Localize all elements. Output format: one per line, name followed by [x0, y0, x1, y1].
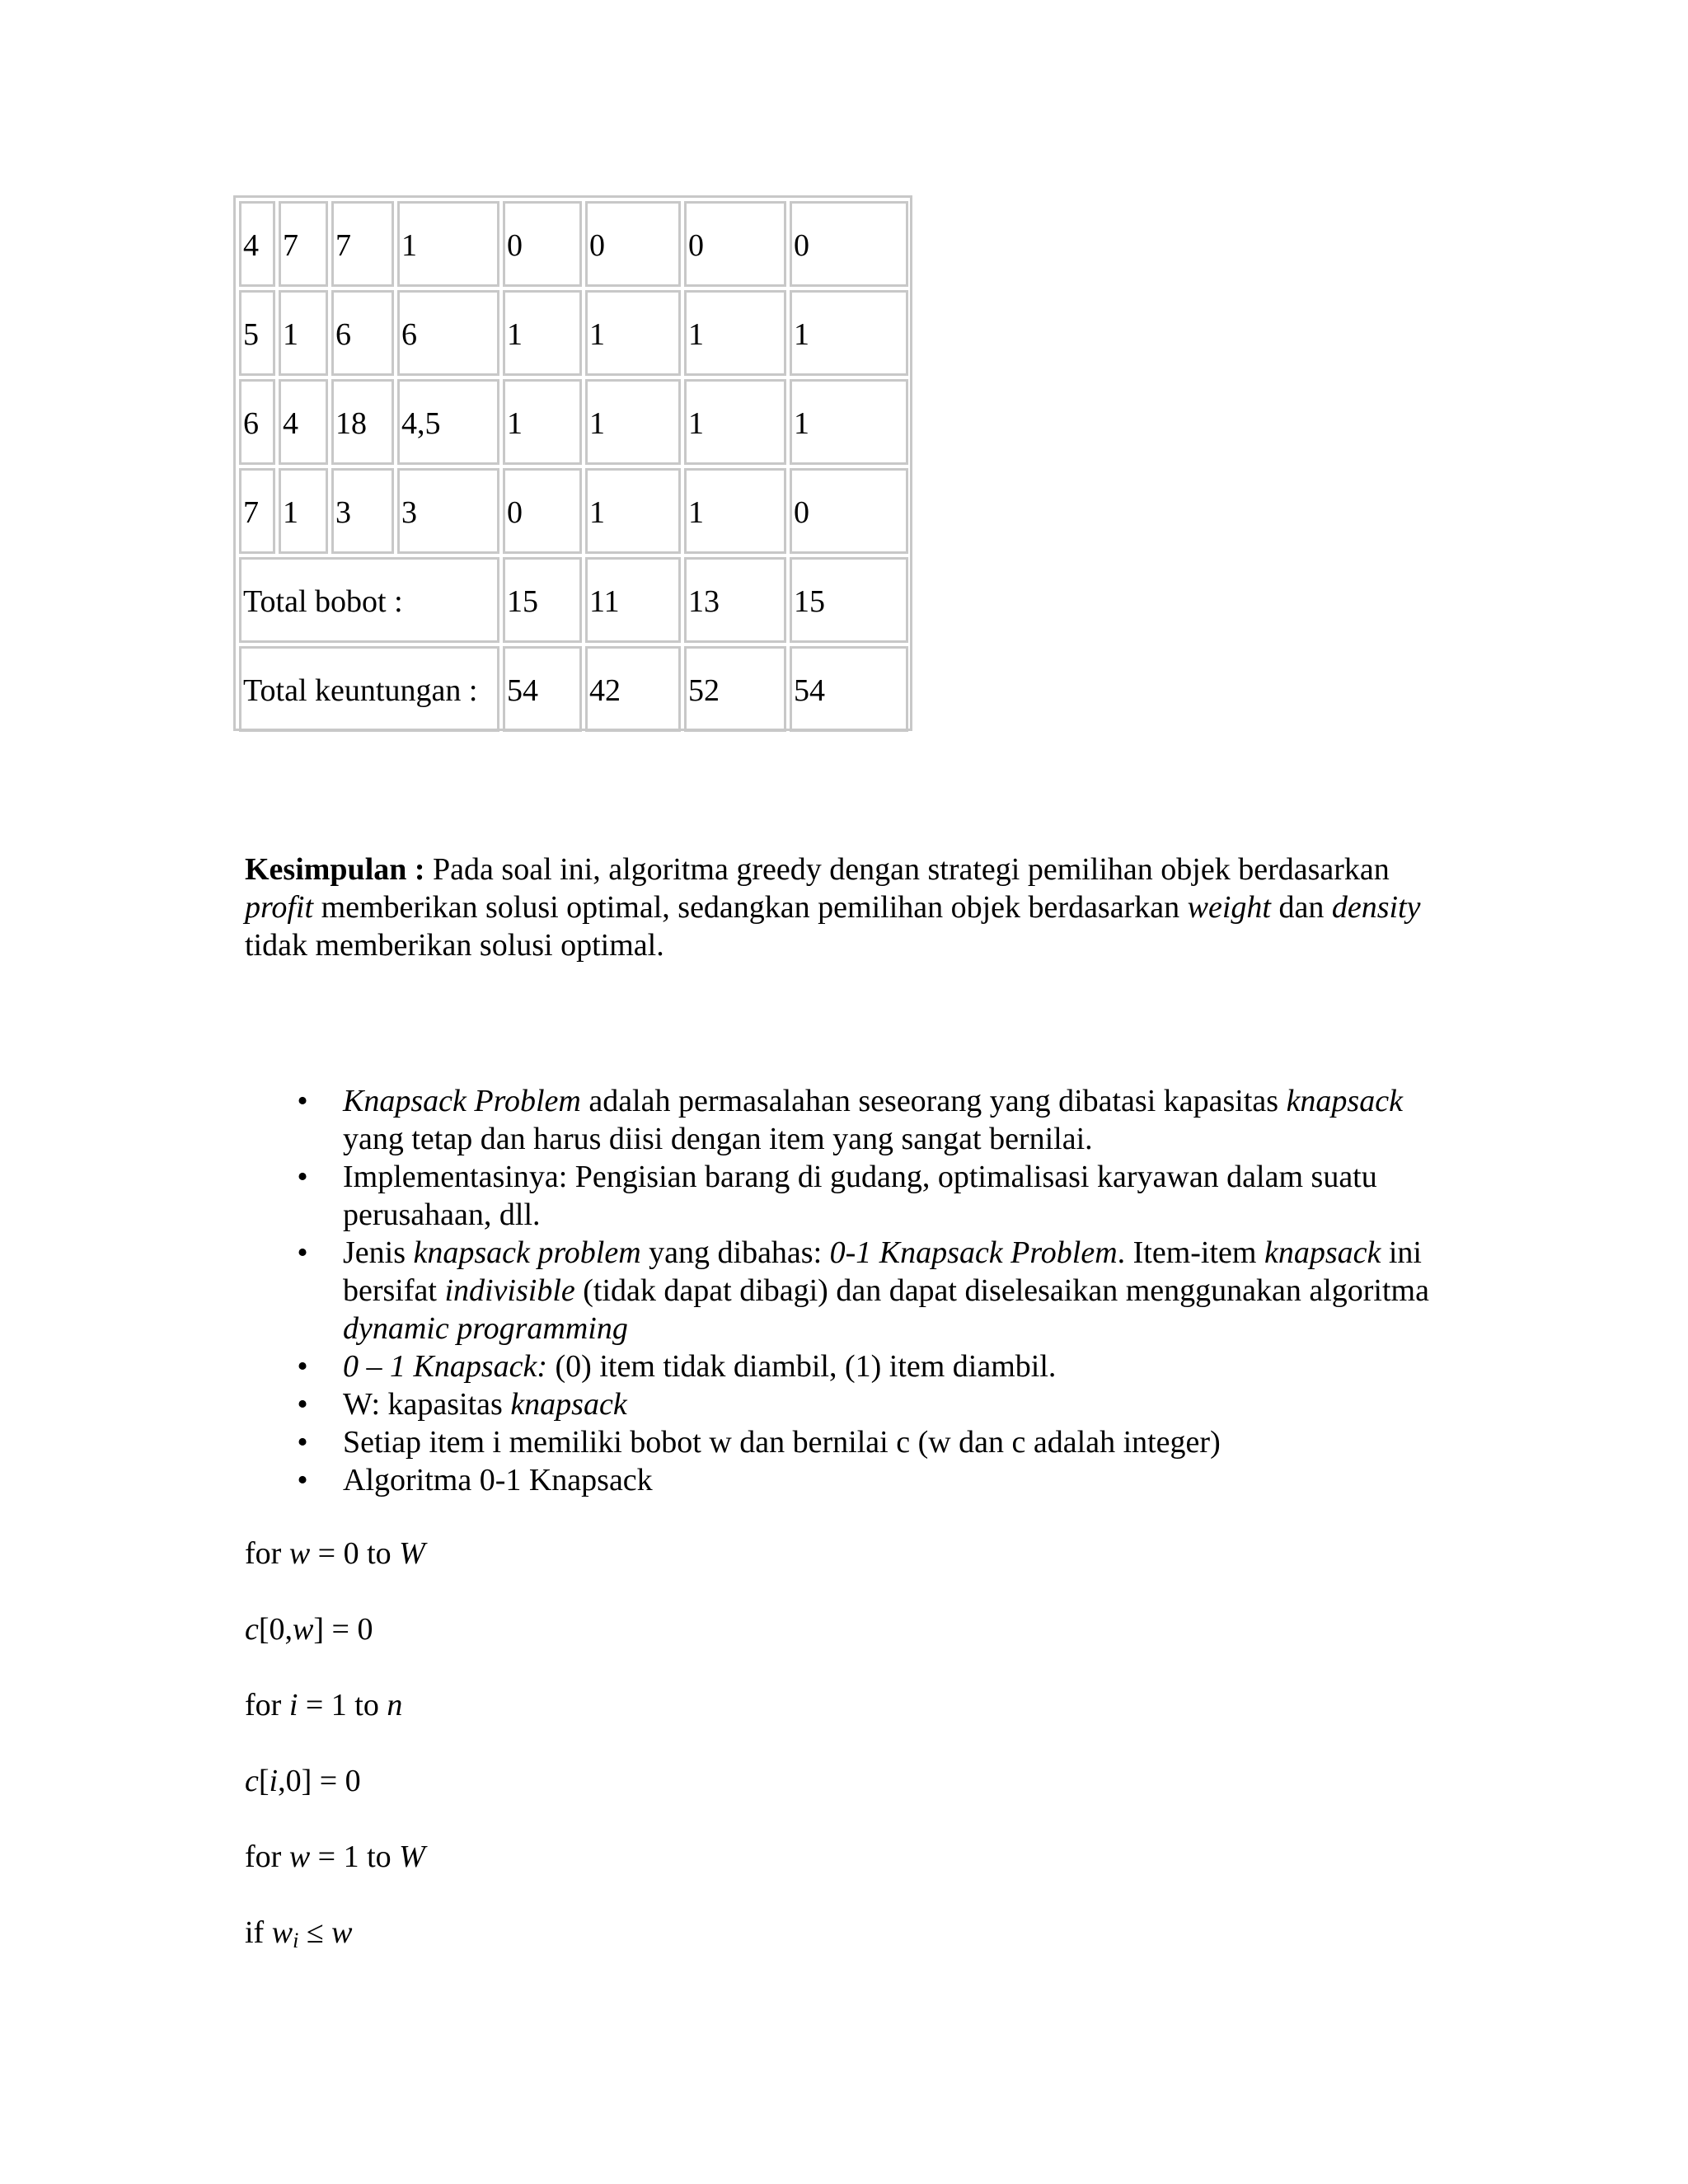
text-span: ≤	[298, 1915, 332, 1950]
table-cell: 4	[279, 379, 328, 465]
text-span: [	[258, 1764, 270, 1798]
italic-term: 0-1 Knapsack Problem	[829, 1235, 1118, 1270]
italic-term: profit	[245, 890, 314, 925]
italic-term: w	[288, 1536, 311, 1571]
conclusion-label: Kesimpulan :	[245, 852, 425, 887]
algorithm-line	[245, 1762, 361, 1800]
text-span: dan	[1270, 890, 1332, 925]
text-span: for	[245, 1536, 289, 1571]
list-item	[245, 1385, 1432, 1423]
text-span: Algoritma 0-1 Knapsack	[343, 1463, 653, 1497]
table-cell: 4	[239, 201, 275, 287]
table-cell: 6	[397, 290, 499, 376]
table-cell: 15	[790, 557, 908, 643]
italic-term: density	[1331, 890, 1421, 925]
text-span: for	[245, 1840, 289, 1874]
italic-term: n	[387, 1688, 403, 1722]
bullet-list	[245, 1082, 1432, 1499]
knapsack-table	[233, 195, 912, 731]
italic-term: indivisible	[444, 1273, 575, 1308]
italic-term: i	[269, 1764, 279, 1798]
table-cell: 1	[585, 468, 681, 554]
text-span: yang dibahas:	[640, 1235, 830, 1270]
table-cell: 1	[585, 290, 681, 376]
table-cell: 4,5	[397, 379, 499, 465]
table-cell: 0	[585, 201, 681, 287]
italic-term: dynamic programming	[343, 1311, 628, 1346]
table-cell: 1	[279, 290, 328, 376]
italic-term: W	[399, 1536, 425, 1571]
list-item	[245, 1461, 1432, 1499]
table-cell: 1	[790, 290, 908, 376]
algorithm-line	[245, 1535, 425, 1572]
table-cell: 1	[790, 379, 908, 465]
list-item	[245, 1423, 1432, 1461]
text-span: ini bersifat	[343, 1235, 1422, 1308]
list-item	[245, 1234, 1432, 1347]
table-cell: 1	[397, 201, 499, 287]
list-item	[245, 1082, 1432, 1158]
table-cell: 7	[239, 468, 275, 554]
total-weight-label: Total bobot :	[239, 557, 499, 643]
text-span: = 1 to	[298, 1688, 387, 1722]
italic-term: knapsack	[1264, 1235, 1381, 1270]
table-cell: 1	[585, 379, 681, 465]
table-cell: 52	[684, 646, 786, 732]
italic-term: knapsack	[510, 1387, 627, 1422]
italic-term: weight	[1187, 890, 1271, 925]
bullet-icon: •	[297, 1425, 308, 1460]
table-cell: 1	[503, 290, 582, 376]
bullet-icon: •	[297, 1387, 308, 1422]
table-cell: 18	[331, 379, 394, 465]
algorithm-line	[245, 1610, 373, 1648]
table-cell: 0	[503, 201, 582, 287]
text-span: Pada soal ini, algoritma greedy dengan strategi pemilihan objek berdasarkan	[424, 852, 1390, 887]
italic-term: c	[245, 1612, 259, 1647]
table-cell: 11	[585, 557, 681, 643]
table-cell: 54	[503, 646, 582, 732]
list-item	[245, 1347, 1432, 1385]
text-span: (0) item tidak diambil, (1) item diambil.	[547, 1349, 1057, 1384]
algorithm-line	[245, 1686, 402, 1724]
bullet-icon: •	[297, 1463, 308, 1497]
table-cell: 3	[397, 468, 499, 554]
table-cell: 54	[790, 646, 908, 732]
text-span: W: kapasitas	[343, 1387, 511, 1422]
italic-term: Knapsack Problem	[343, 1084, 581, 1118]
total-profit-label: Total keuntungan :	[239, 646, 499, 732]
table-cell: 1	[684, 290, 786, 376]
text-span: [0,	[258, 1612, 293, 1647]
text-span: for	[245, 1688, 289, 1722]
text-span: yang tetap dan harus diisi dengan item yang sangat bernilai.	[343, 1122, 1093, 1156]
list-item	[245, 1158, 1432, 1234]
text-span: Implementasinya: Pengisian barang di gudang, optimalisasi karyawan dalam suatu perusahaan, dll.	[343, 1160, 1377, 1232]
algorithm-line	[245, 1838, 425, 1876]
table-cell: 0	[684, 201, 786, 287]
table-cell: 3	[331, 468, 394, 554]
text-span: Jenis	[343, 1235, 414, 1270]
text-span: ,0] = 0	[278, 1764, 361, 1798]
table-cell: 6	[239, 379, 275, 465]
table-cell: 1	[279, 468, 328, 554]
italic-term: w	[288, 1840, 311, 1874]
bullet-icon: •	[297, 1084, 308, 1118]
table-cell: 1	[684, 379, 786, 465]
text-span: adalah permasalahan seseorang yang dibatasi kapasitas	[580, 1084, 1287, 1118]
conclusion-paragraph	[245, 851, 1432, 964]
table-cell: 0	[503, 468, 582, 554]
bullet-icon: •	[297, 1349, 308, 1384]
italic-term: c	[245, 1764, 259, 1798]
text-span: ] = 0	[313, 1612, 373, 1647]
italic-term: w	[331, 1915, 353, 1950]
table-cell: 1	[503, 379, 582, 465]
table-cell: 15	[503, 557, 582, 643]
italic-term: w	[293, 1612, 314, 1647]
text-span: (tidak dapat dibagi) dan dapat diselesaikan menggunakan algoritma	[574, 1273, 1429, 1308]
algorithm-line	[245, 1914, 353, 1952]
text-span: Setiap item i memiliki bobot w dan bernilai c (w dan c adalah integer)	[343, 1425, 1221, 1460]
table-cell: 13	[684, 557, 786, 643]
italic-term: 0 – 1 Knapsack:	[343, 1349, 548, 1384]
italic-term: knapsack	[1286, 1084, 1403, 1118]
text-span: = 1 to	[310, 1840, 400, 1874]
table-cell: 7	[331, 201, 394, 287]
italic-term: i	[288, 1688, 298, 1722]
text-span: tidak memberikan solusi optimal.	[245, 928, 664, 963]
italic-term: knapsack problem	[413, 1235, 641, 1270]
italic-term: W	[399, 1840, 425, 1874]
italic-term: i	[293, 1929, 299, 1952]
italic-term: w	[271, 1915, 293, 1950]
text-span: memberikan solusi optimal, sedangkan pemilihan objek berdasarkan	[313, 890, 1188, 925]
text-span: if	[245, 1915, 272, 1950]
table-cell: 6	[331, 290, 394, 376]
table-cell: 7	[279, 201, 328, 287]
table-cell: 1	[684, 468, 786, 554]
bullet-icon: •	[297, 1160, 308, 1194]
text-span: = 0 to	[310, 1536, 400, 1571]
table-cell: 42	[585, 646, 681, 732]
text-span: . Item-item	[1117, 1235, 1264, 1270]
table-cell: 5	[239, 290, 275, 376]
table-cell: 0	[790, 201, 908, 287]
table-cell: 0	[790, 468, 908, 554]
bullet-icon: •	[297, 1235, 308, 1270]
